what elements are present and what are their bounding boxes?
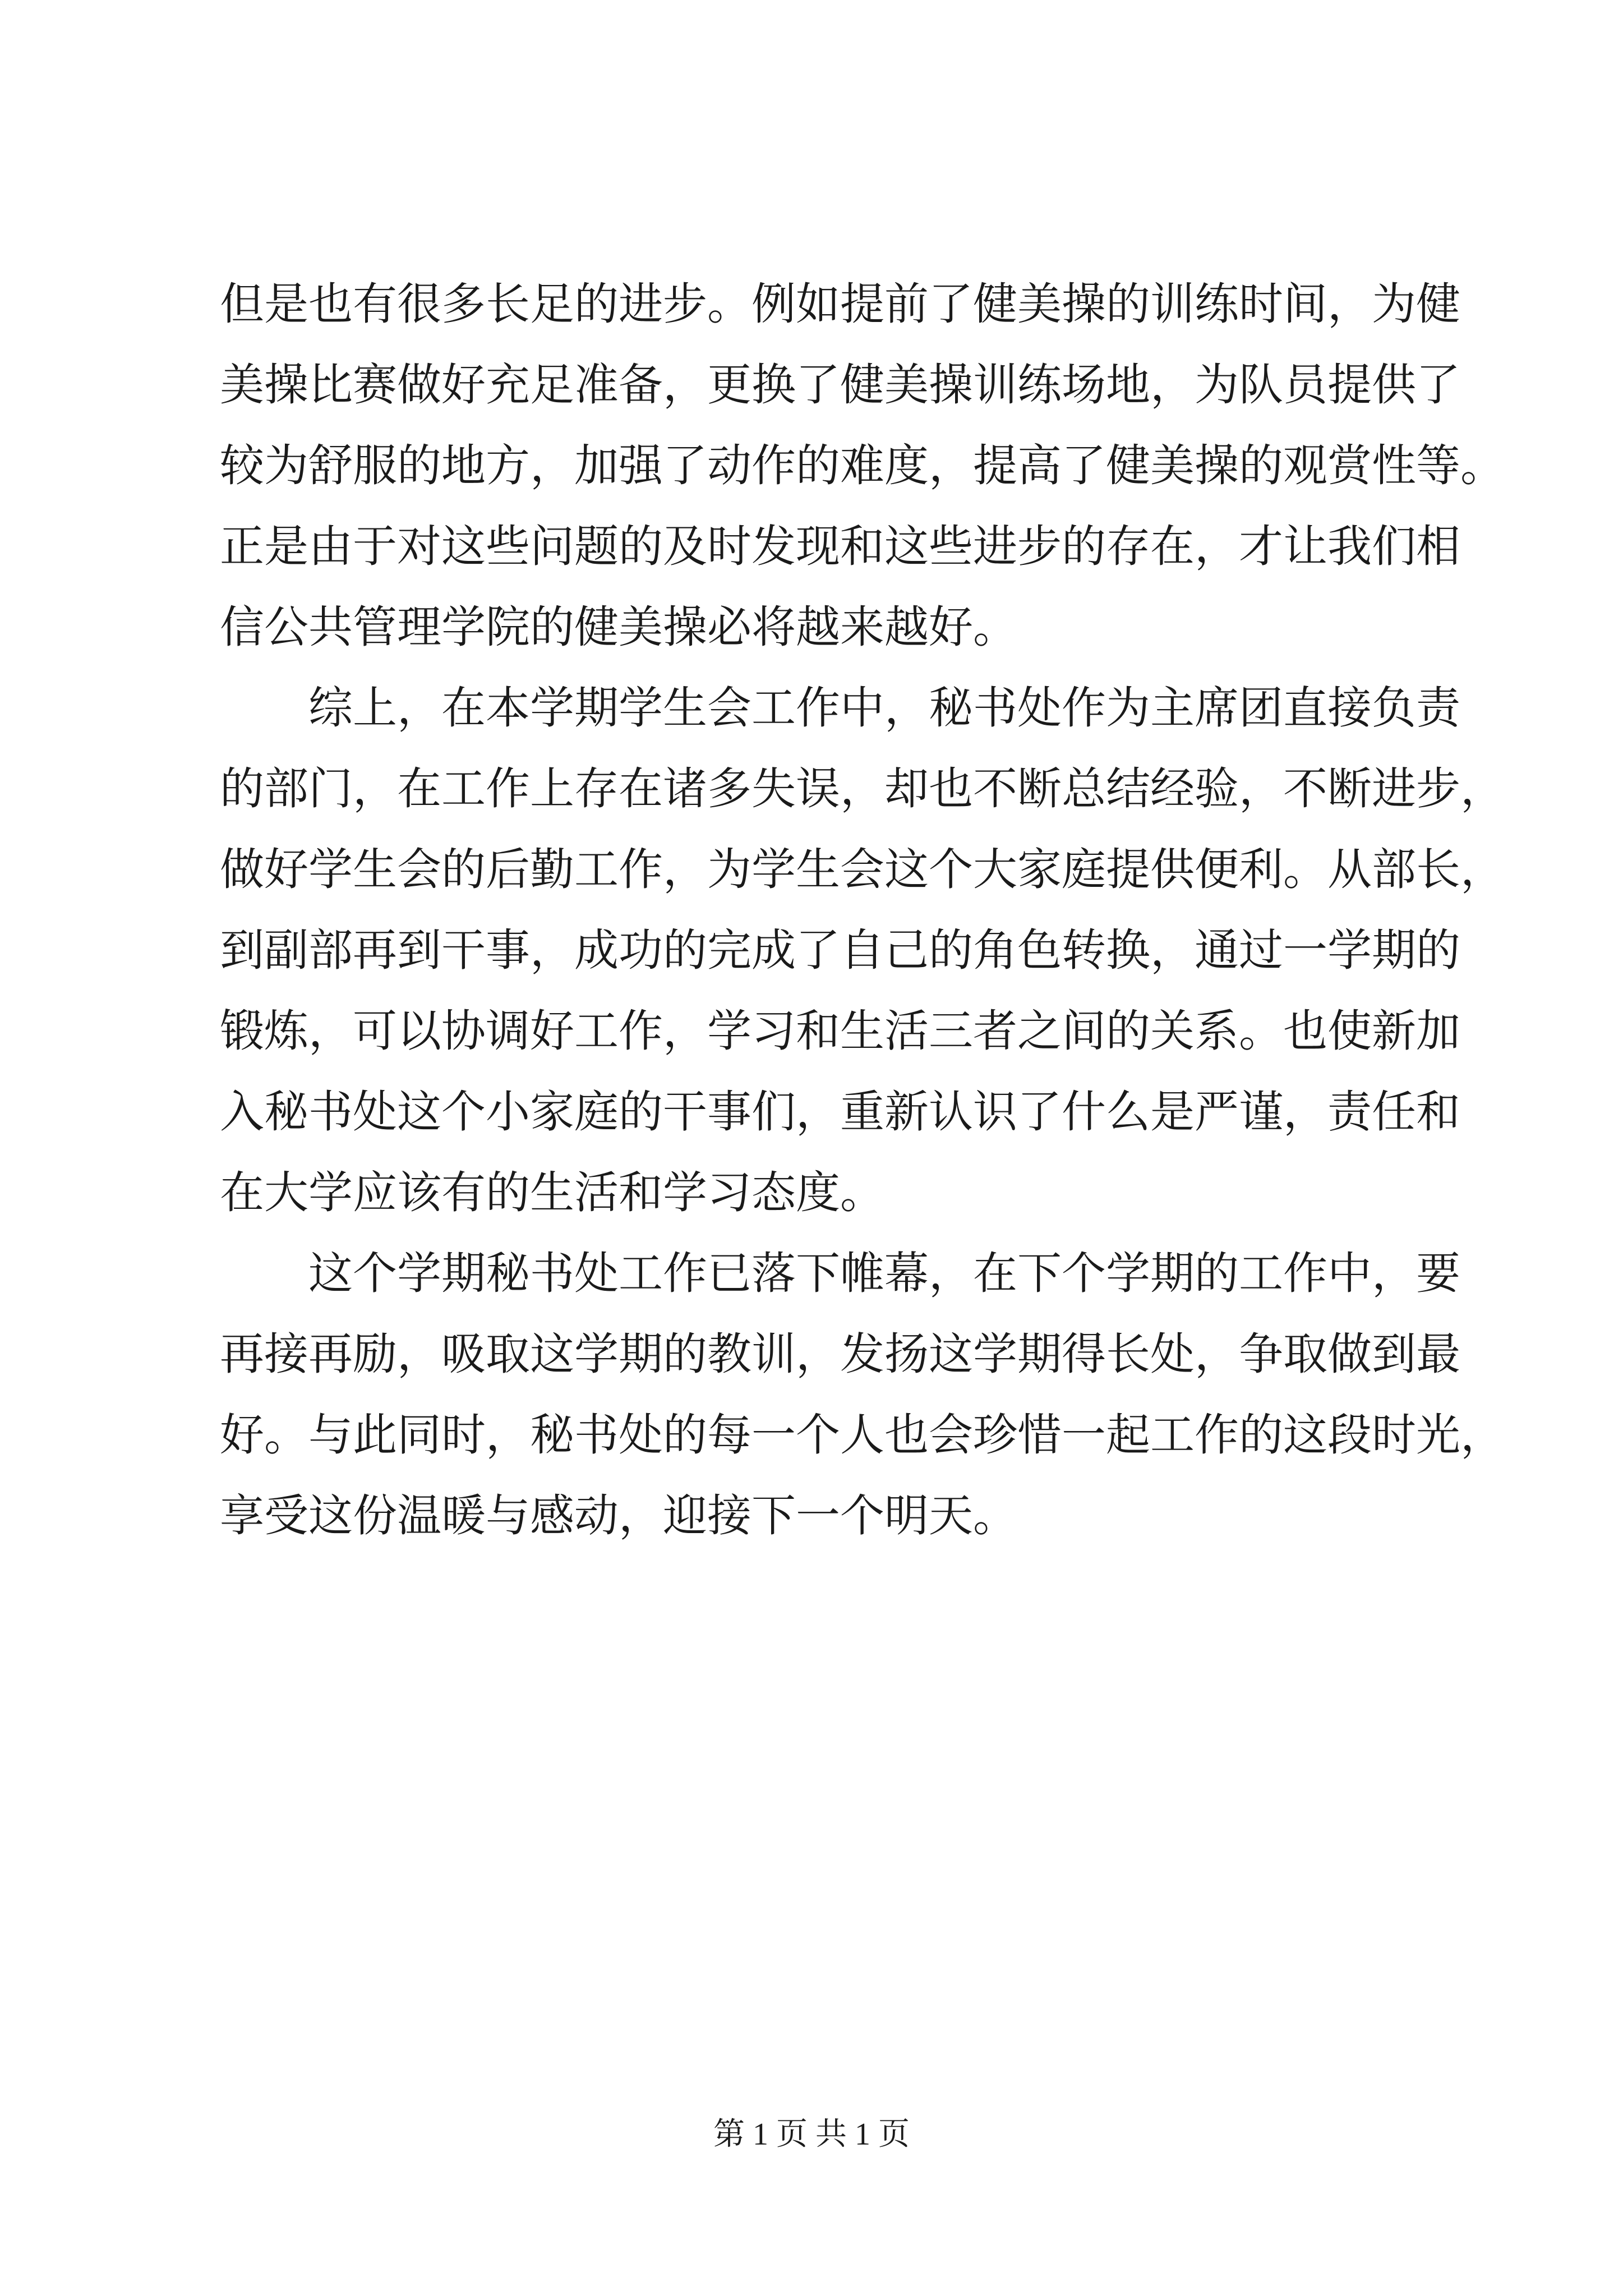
- text-line: 美操比赛做好充足准备，更换了健美操训练场地，为队员提供了: [220, 359, 1460, 411]
- text-line: 入秘书处这个小家庭的干事们，重新认识了什么是严谨，责任和: [220, 1086, 1460, 1138]
- text-line: 信公共管理学院的健美操必将越来越好。: [220, 601, 1017, 653]
- text-line: 这个学期秘书处工作已落下帷幕，在下个学期的工作中，要: [220, 1248, 1460, 1299]
- text-line: 在大学应该有的生活和学习态度。: [220, 1167, 884, 1218]
- text-line: 到副部再到干事，成功的完成了自己的角色转换，通过一学期的: [220, 924, 1460, 976]
- text-line: 享受这份温暖与感动，迎接下一个明天。: [220, 1490, 1017, 1542]
- text-line: 正是由于对这些问题的及时发现和这些进步的存在，才让我们相: [220, 521, 1460, 572]
- body-text: [220, 264, 1505, 1556]
- text-line: 好。与此同时，秘书处的每一个人也会珍惜一起工作的这段时光，: [220, 1409, 1505, 1461]
- page-number-label: 第 1 页 共 1 页: [713, 2117, 910, 2152]
- text-line: 较为舒服的地方，加强了动作的难度，提高了健美操的观赏性等。: [220, 440, 1505, 491]
- text-line: 综上，在本学期学生会工作中，秘书处作为主席团直接负责: [220, 682, 1460, 734]
- text-line: 锻炼，可以协调好工作，学习和生活三者之间的关系。也使新加: [220, 1005, 1460, 1057]
- page-footer: [0, 2109, 1623, 2154]
- text-line: 做好学生会的后勤工作，为学生会这个大家庭提供便利。从部长，: [220, 844, 1505, 895]
- text-line: 再接再励，吸取这学期的教训，发扬这学期得长处，争取做到最: [220, 1328, 1460, 1380]
- text-line: 的部门，在工作上存在诸多失误，却也不断总结经验，不断进步，: [220, 763, 1505, 815]
- text-line: 但是也有很多长足的进步。例如提前了健美操的训练时间，为健: [220, 278, 1460, 330]
